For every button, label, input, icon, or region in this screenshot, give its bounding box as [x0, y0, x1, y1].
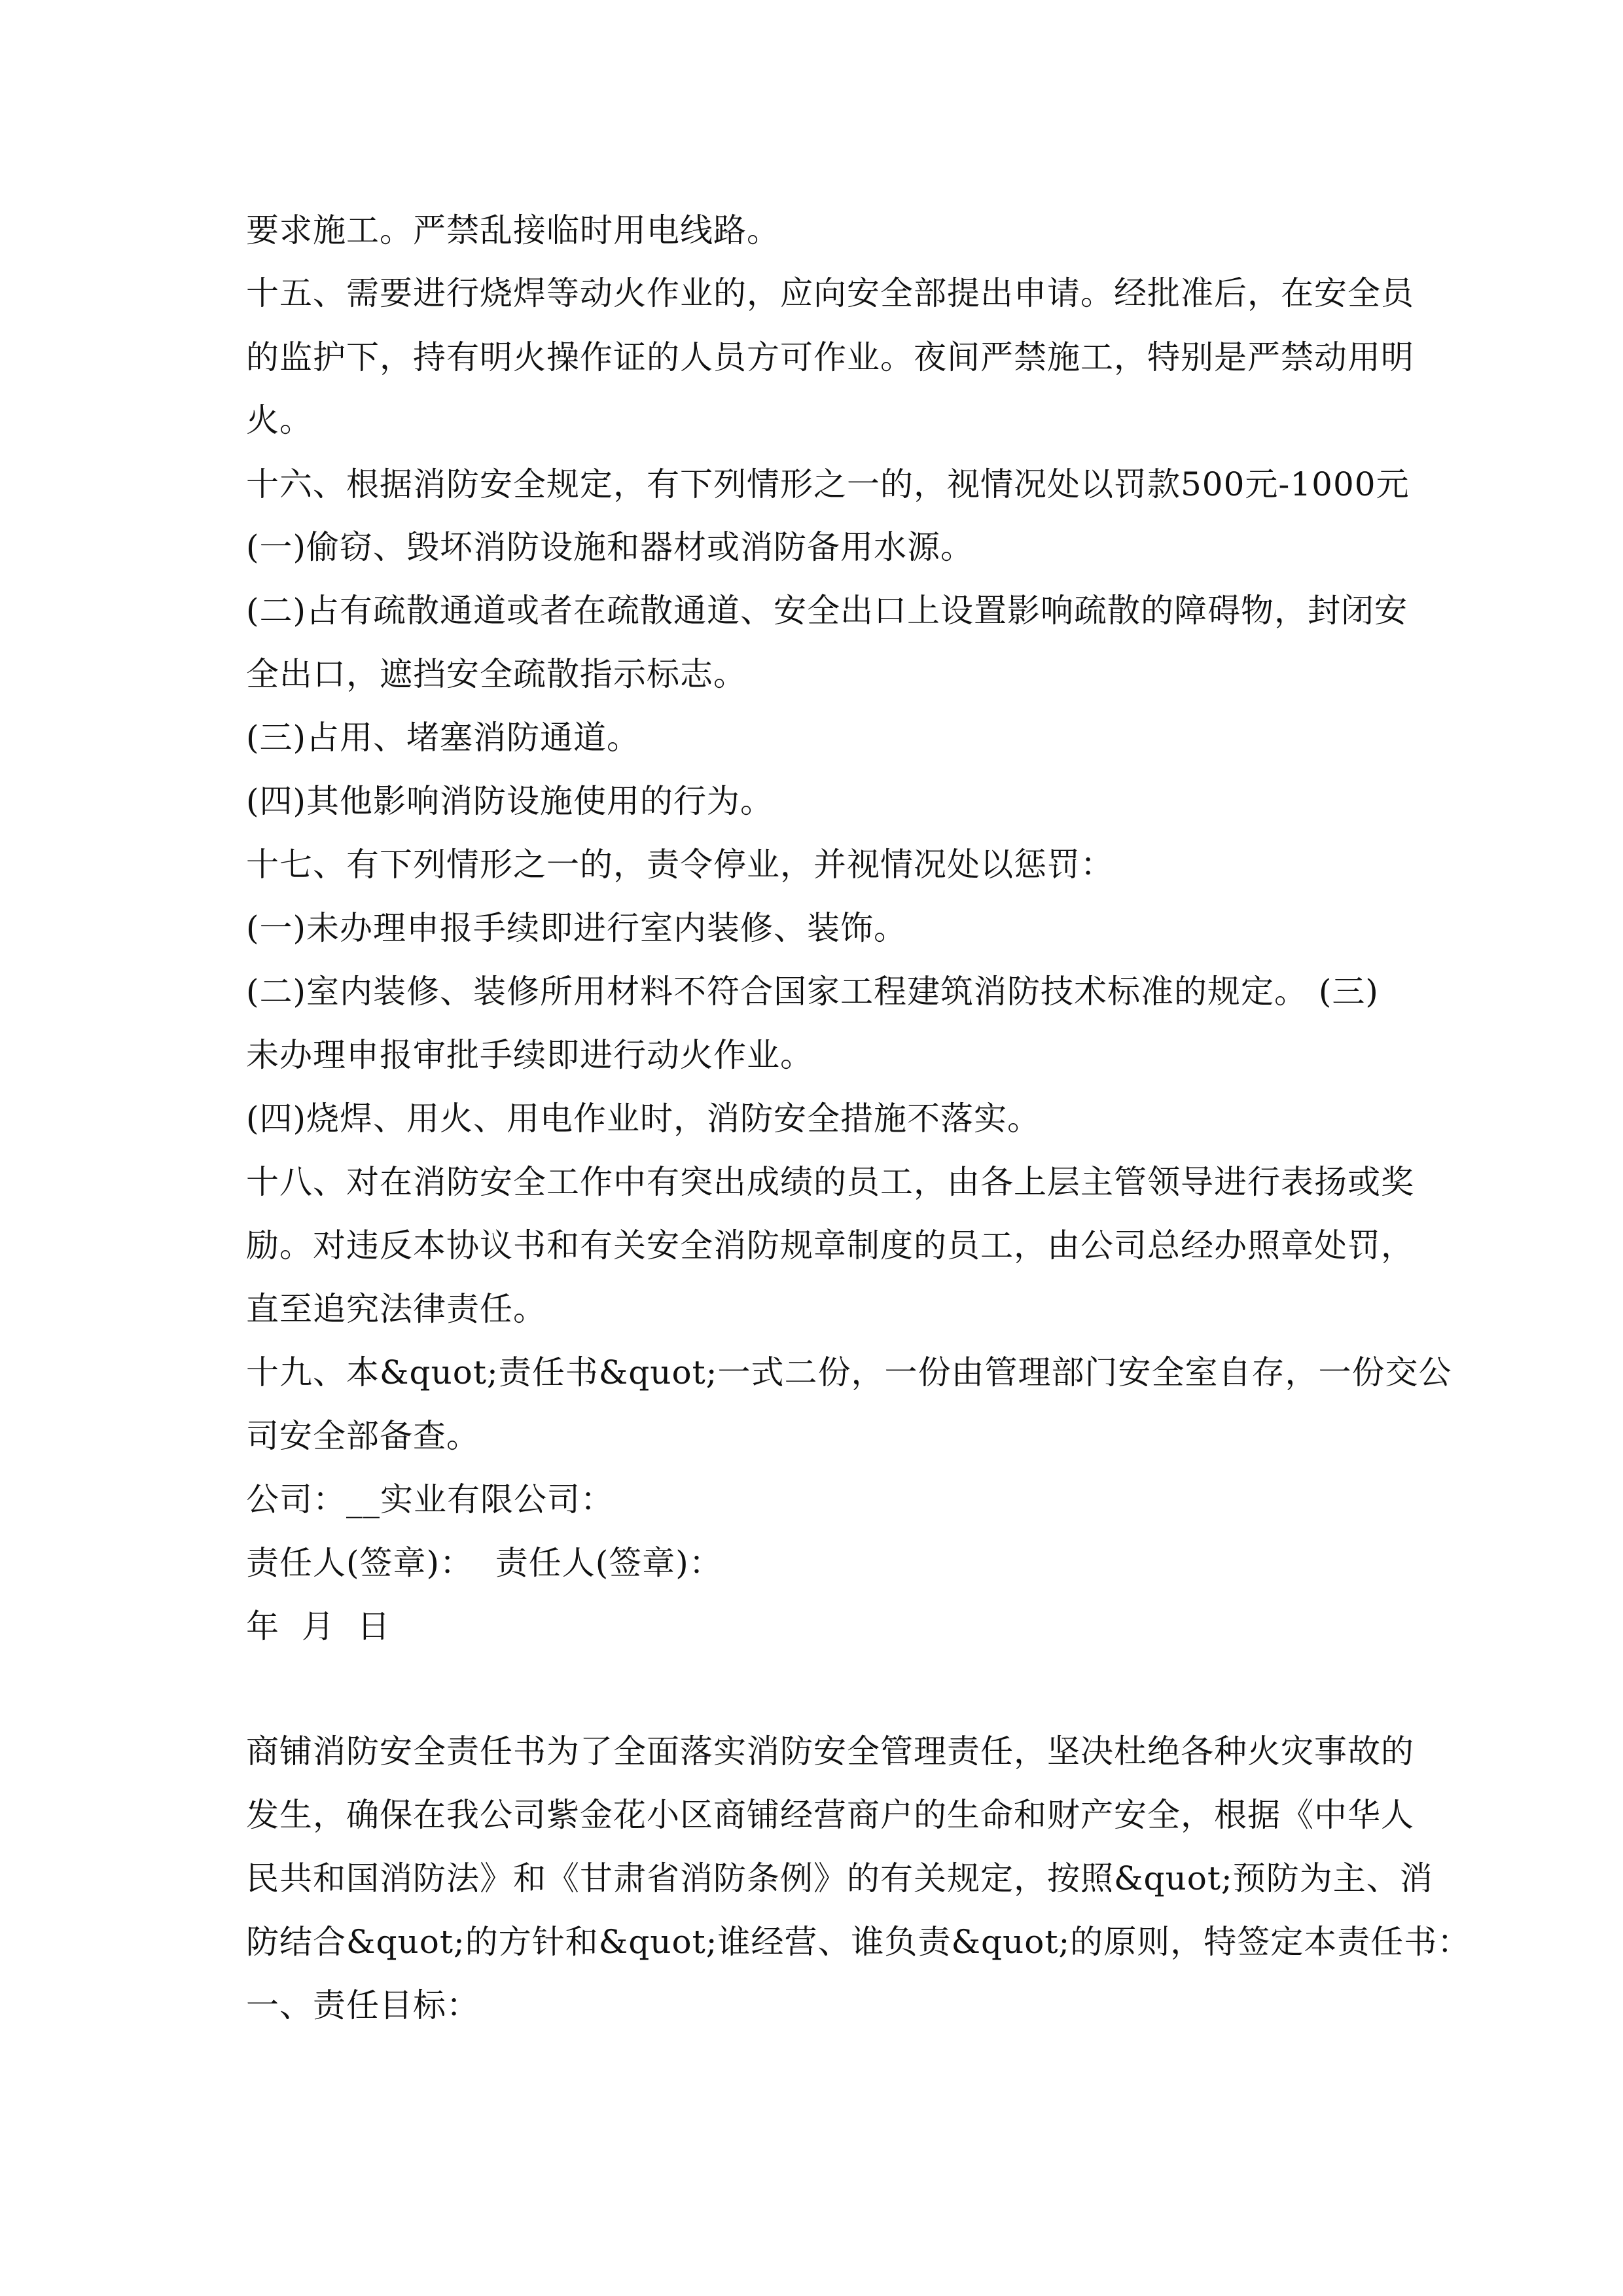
text-line: 防结合&quot;的方针和&quot;谁经营、谁负责&quot;的原则，特签定本责任书：: [246, 1923, 1471, 1961]
text-line: 直至追究法律责任。: [246, 1290, 546, 1328]
text-line: 商铺消防安全责任书为了全面落实消防安全管理责任，坚决杜绝各种火灾事故的: [246, 1732, 1414, 1770]
text-line: 民共和国消防法》和《甘肃省消防条例》的有关规定，按照&quot;预防为主、消: [246, 1859, 1433, 1897]
text-line: 十七、有下列情形之一的，责令停业，并视情况处以惩罚：: [246, 846, 1114, 884]
text-line: 责任人(签章)： 责任人(签章)：: [246, 1544, 722, 1582]
text-line: 十六、根据消防安全规定，有下列情形之一的，视情况处以罚款500元-1000元: [246, 465, 1410, 503]
text-line: 年 月 日: [246, 1607, 391, 1645]
text-line: 励。对违反本协议书和有关安全消防规章制度的员工，由公司总经办照章处罚，: [246, 1227, 1414, 1265]
text-line: (四)烧焊、用火、用电作业时，消防安全措施不落实。: [246, 1100, 1041, 1138]
text-line: 司安全部备查。: [246, 1417, 480, 1455]
text-line: 发生，确保在我公司紫金花小区商铺经营商户的生命和财产安全，根据《中华人: [246, 1796, 1414, 1834]
text-line: 的监护下，持有明火操作证的人员方可作业。夜间严禁施工，特别是严禁动用明: [246, 338, 1414, 376]
text-line: 未办理申报审批手续即进行动火作业。: [246, 1036, 813, 1074]
text-line: 全出口，遮挡安全疏散指示标志。: [246, 655, 747, 693]
text-line: 火。: [246, 401, 313, 439]
text-line: (三)占用、堵塞消防通道。: [246, 719, 641, 757]
text-line: 十五、需要进行烧焊等动火作业的，应向安全部提出申请。经批准后，在安全员: [246, 274, 1414, 312]
text-line: 公司：__实业有限公司：: [246, 1480, 614, 1518]
text-line: (一)偷窃、毁坏消防设施和器材或消防备用水源。: [246, 528, 974, 566]
text-line: 十八、对在消防安全工作中有突出成绩的员工，由各上层主管领导进行表扬或奖: [246, 1163, 1414, 1201]
text-line: (二)室内装修、装修所用材料不符合国家工程建筑消防技术标准的规定。 (三): [246, 973, 1379, 1011]
text-line: (二)占有疏散通道或者在疏散通道、安全出口上设置影响疏散的障碍物，封闭安: [246, 592, 1408, 630]
text-line: 一、责任目标：: [246, 1986, 480, 2024]
text-line: 十九、本&quot;责任书&quot;一式二份，一份由管理部门安全室自存，一份交公: [246, 1354, 1452, 1391]
text-line: (一)未办理申报手续即进行室内装修、装饰。: [246, 909, 908, 947]
text-line: 要求施工。严禁乱接临时用电线路。: [246, 211, 780, 249]
text-line: (四)其他影响消防设施使用的行为。: [246, 782, 774, 820]
